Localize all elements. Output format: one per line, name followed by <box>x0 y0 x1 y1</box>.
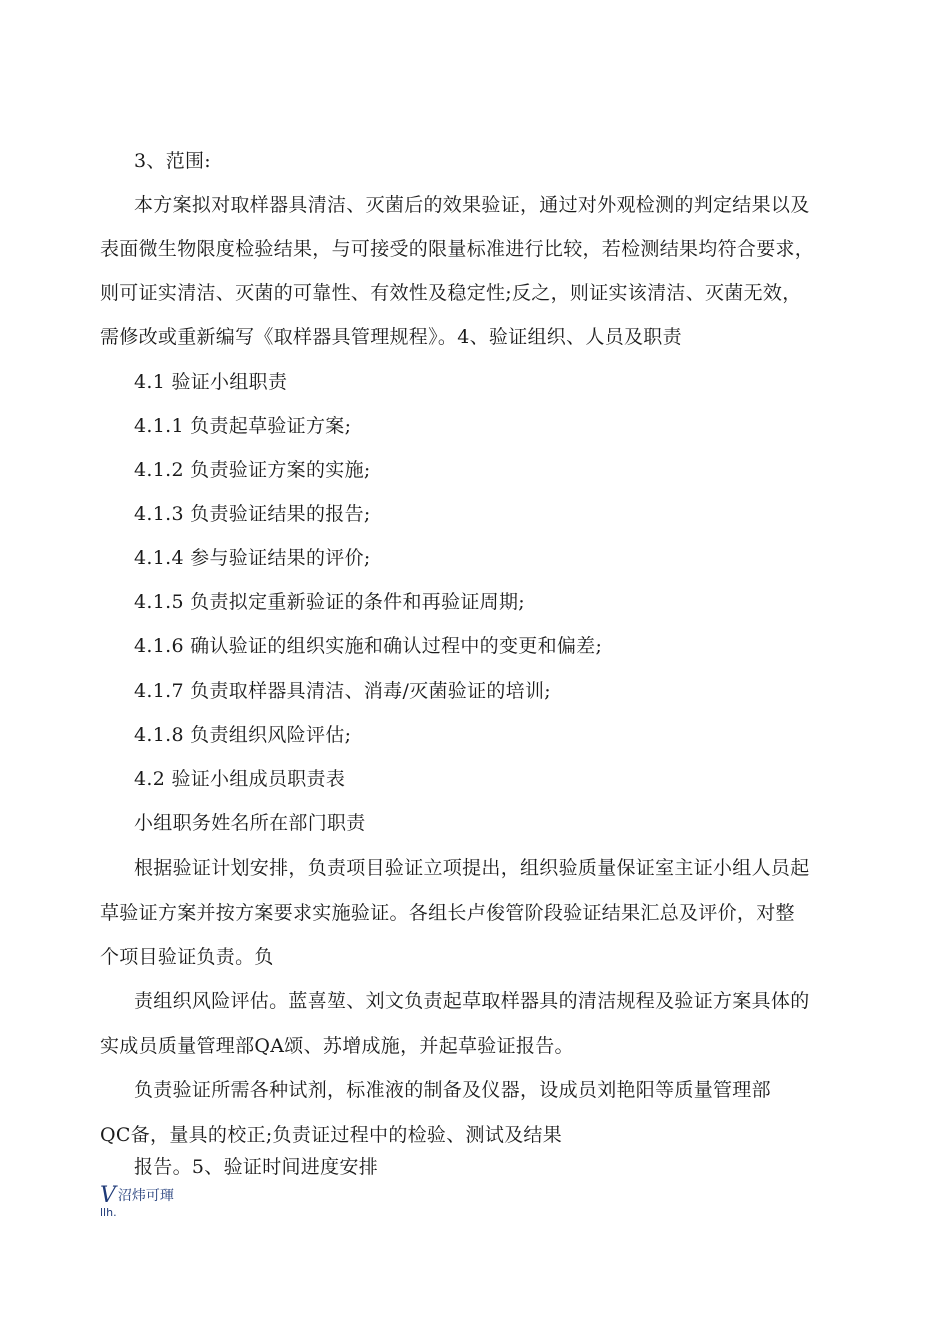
logo-text: 沼炜可琿 <box>117 1188 174 1204</box>
list-item: 4.1.3 负责验证结果的报告; <box>134 503 371 525</box>
paragraph-line: 报告。5、验证时间进度安排 <box>134 1156 378 1178</box>
paragraph-line: 实成员质量管理部QA颂、苏增成施，并起草验证报告。 <box>100 1035 574 1057</box>
section-4-1-heading: 4.1 验证小组职责 <box>134 371 288 393</box>
paragraph-line: 负责验证所需各种试剂，标准液的制备及仪器，设成员刘艳阳等质量管理部 <box>134 1079 771 1101</box>
paragraph-line: 草验证方案并按方案要求实施验证。各组长卢俊管阶段验证结果汇总及评价，对整 <box>100 902 795 924</box>
paragraph-line: QC备，量具的校正;负责证过程中的检验、测试及结果 <box>100 1124 563 1146</box>
paragraph-line: 表面微生物限度检验结果，与可接受的限量标准进行比较，若检测结果均符合要求， <box>100 238 815 260</box>
paragraph-line: 根据验证计划安排，负责项目验证立项提出，组织验质量保证室主证小组人员起 <box>134 857 810 879</box>
paragraph-line: 本方案拟对取样器具清洁、灭菌后的效果验证，通过对外观检测的判定结果以及 <box>134 194 810 216</box>
paragraph-line: 个项目验证负责。负 <box>100 946 274 968</box>
paragraph-line: 需修改或重新编写《取样器具管理规程》。4、验证组织、人员及职责 <box>100 326 682 348</box>
table-header-line: 小组职务姓名所在部门职责 <box>134 812 366 834</box>
footer-logo <box>100 1183 174 1208</box>
paragraph-line: 责组织风险评估。蓝喜堃、刘文负责起草取样器具的清洁规程及验证方案具体的 <box>134 990 810 1012</box>
list-item: 4.1.7 负责取样器具清洁、消毒/灭菌验证的培训; <box>134 680 551 702</box>
logo-mark: V <box>100 1183 116 1208</box>
list-item: 4.1.6 确认验证的组织实施和确认过程中的变更和偏差; <box>134 635 603 657</box>
footer-logo-subtext: llh. <box>100 1206 117 1219</box>
list-item: 4.1.2 负责验证方案的实施; <box>134 459 371 481</box>
section-3-heading: 3、范围: <box>134 150 211 172</box>
paragraph-line: 则可证实清洁、灭菌的可靠性、有效性及稳定性;反之，则证实该清洁、灭菌无效， <box>100 282 802 304</box>
list-item: 4.1.4 参与验证结果的评价; <box>134 547 371 569</box>
section-4-2-heading: 4.2 验证小组成员职责表 <box>134 768 346 790</box>
list-item: 4.1.5 负责拟定重新验证的条件和再验证周期; <box>134 591 525 613</box>
list-item: 4.1.1 负责起草验证方案; <box>134 415 352 437</box>
list-item: 4.1.8 负责组织风险评估; <box>134 724 352 746</box>
